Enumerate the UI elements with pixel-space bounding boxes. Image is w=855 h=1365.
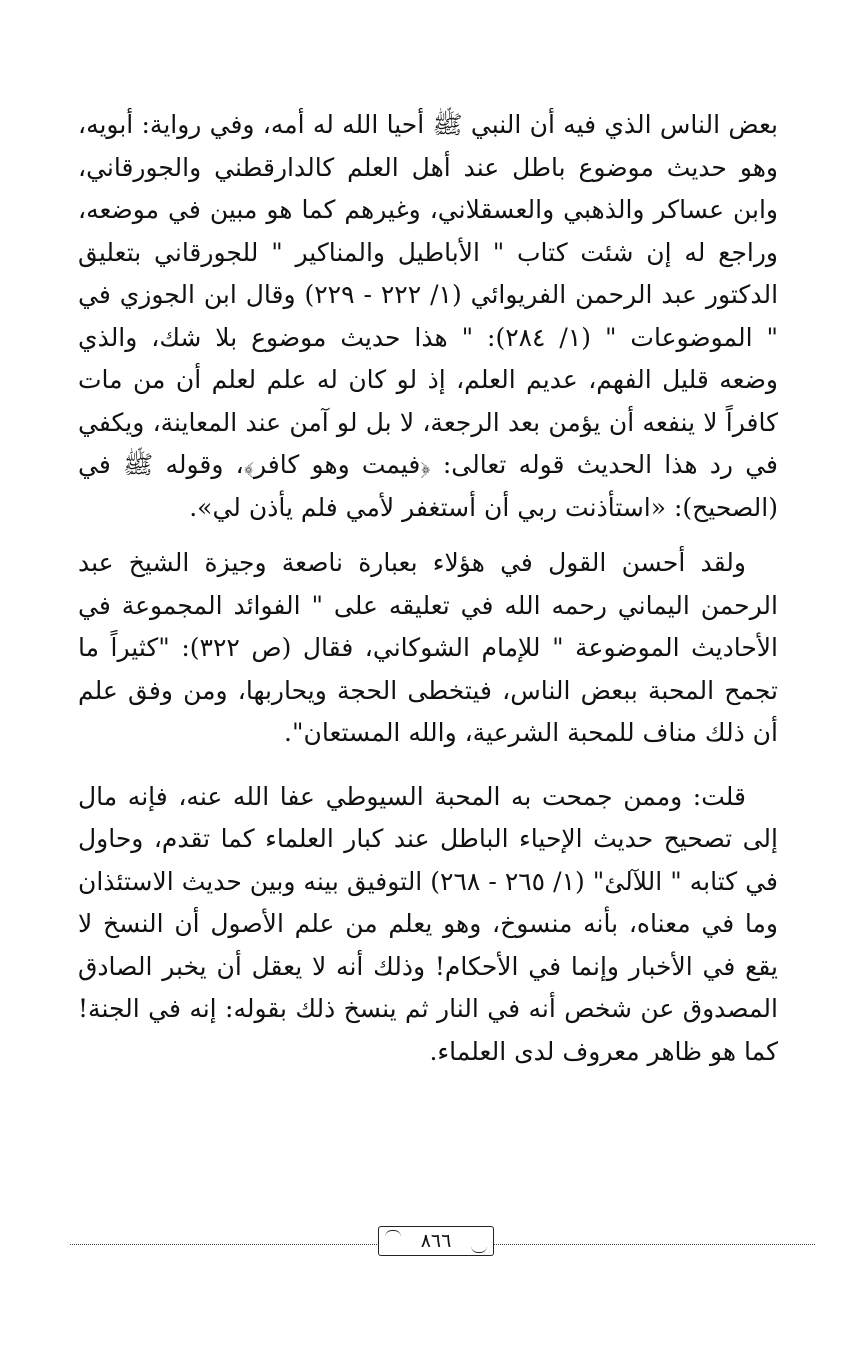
- paragraph-2: ولقد أحسن القول في هؤلاء بعبارة ناصعة وجيزة الشيخ عبد الرحمن اليماني رحمه الله في تعليقه على " الفوائد المجموعة في الأحاديث الموضوعة " للإمام الشوكاني، فقال (ص ٣٢٢): "كثيراً ما تجمح المحبة ببعض الناس، فيتخطى الحجة ويحاربها، ومن وفق علم أن ذلك مناف للمحبة الشرعية، والله المستعان".: [78, 548, 778, 747]
- page-number-frame: [378, 1226, 494, 1256]
- page-footer: [70, 1220, 815, 1260]
- page-number: ٨٦٦: [420, 1230, 452, 1252]
- paragraph-1: بعض الناس الذي فيه أن النبي ﷺ أحيا الله له أمه، وفي رواية: أبويه، وهو حديث موضوع باطل عند أهل العلم كالدارقطني والجورقاني، وابن عساكر والذهبي والعسقلاني، وغيرهم كما هو مبين في موضعه، وراجع له إن شئت كتاب " الأباطيل والمناكير " للجورقاني بتعليق الدكتور عبد الرحمن الفريوائي (١/ ٢٢٢ - ٢٢٩) وقال ابن الجوزي في " الموضوعات " (١/ ٢٨٤): " هذا حديث موضوع بلا شك، والذي وضعه قليل الفهم، عديم العلم، إذ لو كان له علم لعلم أن من مات كافراً لا ينفعه أن يؤمن بعد الرجعة، لا بل لو آمن عند المعاينة، ويكفي في رد هذا الحديث قوله تعالى: ﴿فيمت وهو كافر﴾، وقوله ﷺ في (الصحيح): «استأذنت ربي أن أستغفر لأمي فلم يأذن لي».: [78, 110, 779, 522]
- paragraph-3: قلت: وممن جمحت به المحبة السيوطي عفا الله عنه، فإنه مال إلى تصحيح حديث الإحياء الباطل عند كبار العلماء كما تقدم، وحاول في كتابه " اللآلئ" (١/ ٢٦٥ - ٢٦٨) التوفيق بينه وبين حديث الاستئذان وما في معناه، بأنه منسوخ، وهو يعلم من علم الأصول أن النسخ لا يقع في الأخبار وإنما في الأحكام! وذلك أنه لا يعقل أن يخبر الصادق المصدوق عن شخص أنه في النار ثم ينسخ ذلك بقوله: إنه في الجنة! كما هو ظاهر معروف لدى العلماء.: [78, 781, 778, 1066]
- body-text: [78, 104, 778, 1073]
- paragraph-spacer: [78, 529, 778, 542]
- paragraph-spacer: [78, 755, 778, 776]
